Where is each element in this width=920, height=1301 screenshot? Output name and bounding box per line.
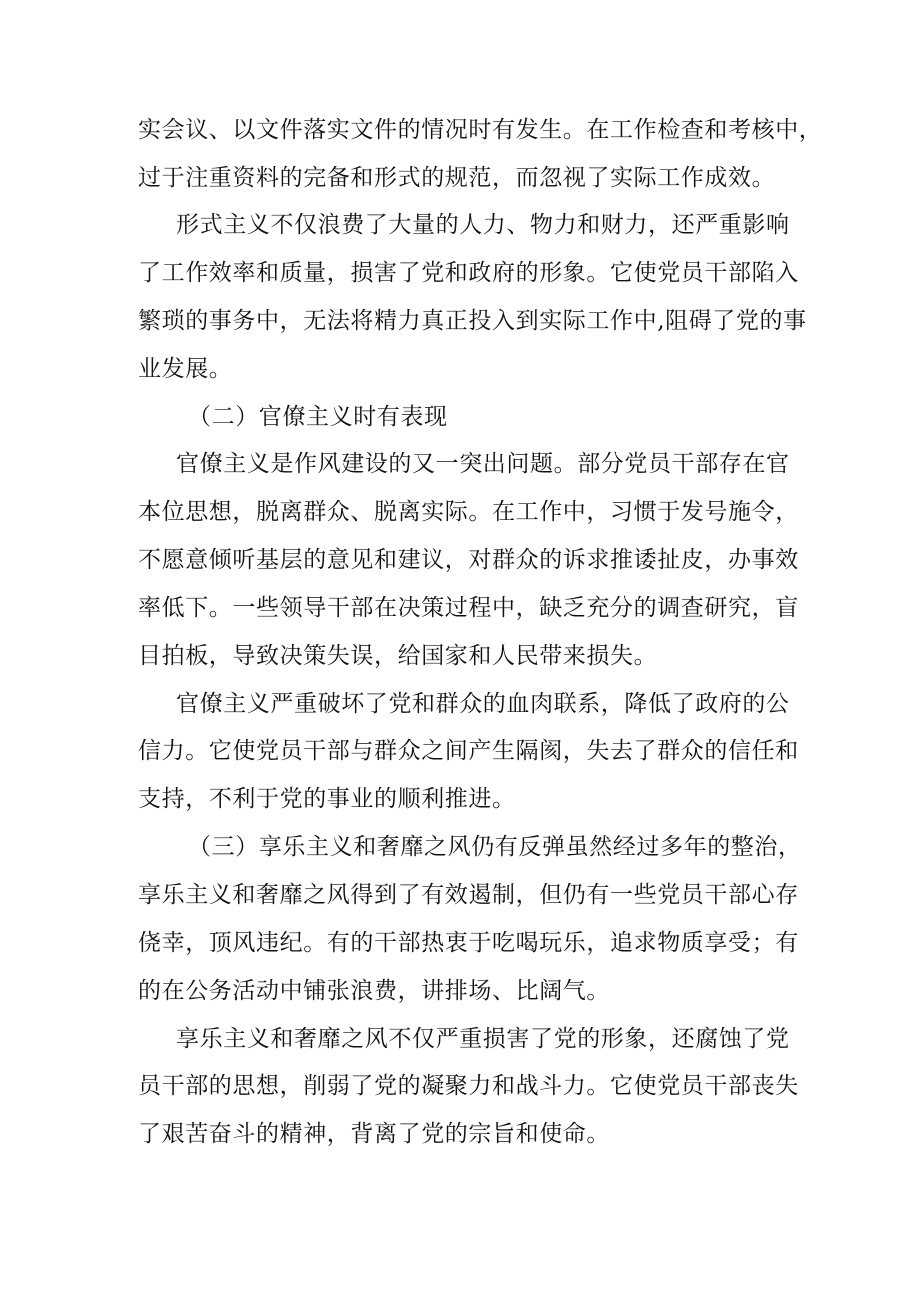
text-line: 享乐主义和奢靡之风得到了有效遏制，但仍有一些党员干部心存 [138,882,799,908]
text-line: 过于注重资料的完备和形式的规范，而忽视了实际工作成效。 [138,165,776,191]
paragraph-first-line: 官僚主义是作风建设的又一突出问题。部分党员干部存在官 [176,451,790,477]
text-line: 目拍板，导致决策失误，给国家和人民带来损失。 [138,643,658,669]
text-line: 本位思想，脱离群众、脱离实际。在工作中，习惯于发号施令， [138,499,799,525]
text-line: 侥幸，顶风违纪。有的干部热衷于吃喝玩乐，追求物质享受；有 [138,930,799,956]
section-heading: （二）官僚主义时有表现 [188,404,448,430]
text-line: 不愿意倾听基层的意见和建议，对群众的诉求推诿扯皮，办事效 [138,547,799,573]
paragraph-first-line: 形式主义不仅浪费了大量的人力、物力和财力，还严重影响 [176,212,790,238]
text-line: 员干部的思想，削弱了党的凝聚力和战斗力。它使党员干部丧失 [138,1073,799,1099]
text-line: 实会议、以文件落实文件的情况时有发生。在工作检查和考核中， [138,117,823,143]
text-line: 信力。它使党员干部与群众之间产生隔阂，失去了群众的信任和 [138,738,799,764]
text-line: 了艰苦奋斗的精神，背离了党的宗旨和使命。 [138,1121,610,1147]
text-line: 率低下。一些领导干部在决策过程中，缺乏充分的调查研究，盲 [138,595,799,621]
text-line: 业发展。 [138,356,233,382]
section-heading: （三）享乐主义和奢靡之风仍有反弹虽然经过多年的整治， [188,834,802,860]
text-line: 的在公务活动中铺张浪费，讲排场、比阔气。 [138,978,610,1004]
text-line: 支持，不利于党的事业的顺利推进。 [138,786,516,812]
text-line: 繁琐的事务中，无法将精力真正投入到实际工作中,阻碍了党的事 [138,308,807,334]
text-line: 了工作效率和质量，损害了党和政府的形象。它使党员干部陷入 [138,260,799,286]
paragraph-first-line: 官僚主义严重破坏了党和群众的血肉联系，降低了政府的公 [176,691,790,717]
paragraph-first-line: 享乐主义和奢靡之风不仅严重损害了党的形象，还腐蚀了党 [176,1026,790,1052]
